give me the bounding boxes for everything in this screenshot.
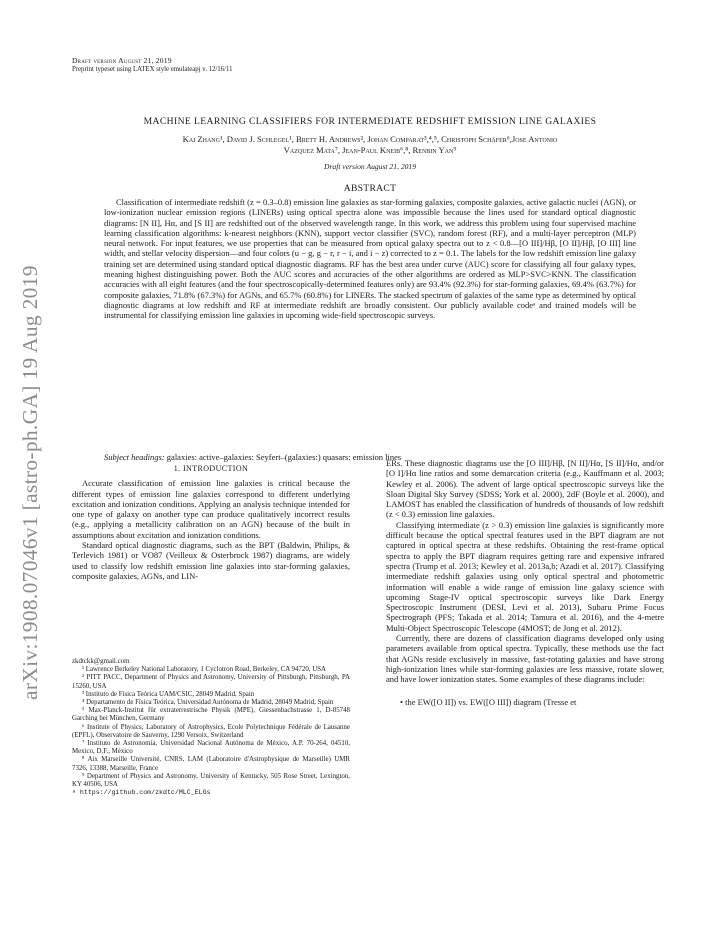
right-column [386,458,664,707]
author-line-1: Kai Zhang¹, David J. Schlegel¹, Brett H. Andrews², Johan Comparat³,⁴,⁵, Christoph Schäfer⁶,Jose Antonio [182,134,558,144]
footnote-code-link[interactable]: ᵃ https://github.com/zkdtc/MLC_ELGs [72,789,211,797]
subject-headings-text: galaxies: active–galaxies: Seyfert–(galaxies:) quasars: emission lines [164,452,402,462]
abstract-text: Classification of intermediate redshift (z = 0.3–0.8) emission line galaxies as star-forming galaxies, composite galaxies, active galactic nuclei (AGN), or low-ionization nuclear emission regions (LINERs) using optical spectra alone was impossible because the lines used for standard optical diagnostic diagrams: [N II], Hα, and [S II] are redshifted out of the observed wavelength range. In this work, we address this problem using four supervised machine learning classification algorithms: k-nearest neighbors (KNN), support vector classifier (SVC), random forest (RF), and a multi-layer perceptron (MLP) neural network. For input features, we use properties that can be measured from optical galaxy spectra out to z < 0.8—[O III]/Hβ, [O II]/Hβ, [O III] line width, and stellar velocity dispersion—and four colors (u − g, g − r, r − i, and i − z) corrected to z = 0.1. The labels for the low redshift emission line galaxy training set are determined using standard optical diagnostic diagrams. RF has the best area under curve (AUC) score for classifying all four galaxy types, meaning highest distinguishing power. Both the AUC scores and accuracies of the other algorithms are ordered as MLP>SVC>KNN. The classification accuracies with all eight features (and the four spectroscopically-determined features only) are 93.4% (92.3%) for star-forming galaxies, 69.4% (63.7%) for composite galaxies, 71.8% (67.3%) for AGNs, and 65.7% (60.8%) for LINERs. The stacked spectrum of galaxies of the same type as determined by optical diagnostic diagrams at low redshift and RF at intermediate redshift are broadly consistent. Our publicly available codeᵃ and trained models will be instrumental for classifying emission line galaxies in upcoming wide-field spectroscopic surveys. [104,197,636,321]
paper-title: MACHINE LEARNING CLASSIFIERS FOR INTERMEDIATE REDSHIFT EMISSION LINE GALAXIES [143,116,597,127]
footnote-6: ⁶ Institute of Physics, Laboratory of Astrophysics, Ecole Polytechnique Fédérale de Lausanne (EPFL), Observatoire de Sauverny, 1290 Versoix, Switzerland [72,723,350,739]
footnote-9: ⁹ Department of Physics and Astronomy, University of Kentucky, 505 Rose Street, Lexington, KY 40506, USA [72,772,350,789]
footnote-8: ⁸ Aix Marseille Université, CNRS, LAM (Laboratoire d'Astrophysique de Marseille) UMR 7326, 13388, Marseille, France [72,756,350,772]
author-list [72,134,668,156]
affiliation-footnotes [72,658,350,797]
footnote-5: ⁵ Max-Planck-Institut für extraterrestrische Physik (MPE), Giessenbachstrasse 1, D-85748 Garching bei München, Germany [72,707,350,723]
footnote-3: ³ Instituto de Física Teórica UAM/CSIC, 28049 Madrid, Spain [82,690,255,698]
arxiv-identifier-stamp[interactable]: arXiv:1908.07046v1 [astro-ph.GA] 19 Aug 2019 [18,265,42,700]
left-column [72,458,350,581]
intro-paragraph-2: Standard optical diagnostic diagrams, such as the BPT (Baldwin, Philips, & Terlevich 1981) or VO87 (Veilleux & Osterbrock 1987) diagrams, are widely used to classify low redshift emission line galaxies into star-forming galaxies, composite galaxies, AGNs, and LIN- [72,540,350,581]
subject-headings-label: Subject headings: [104,452,165,462]
preprint-line: Preprint typeset using LATEX style emulateapj v. 12/16/11 [72,66,233,73]
footnote-4: ⁴ Departamento de Física Teórica, Universidad Autónoma de Madrid, 28049 Madrid, Spain [82,699,334,707]
author-line-2: Vazquez Mata⁷, Jean-Paul Kneib⁶,⁸, Renbin Yan⁹ [283,145,457,155]
footnote-2: ² PITT PACC, Department of Physics and Astronomy, University of Pittsburgh, Pittsburgh, PA 15260, USA [72,674,350,690]
intro-paragraph-5: Currently, there are dozens of classification diagrams developed only using parameters available from optical spectra. Typically, these methods use the fact that AGNs reside exclusively in massive, fast-rotating galaxies and have strong high-ionization lines while star-forming galaxies are less massive, rotate slower, and have lower ionization states. Some examples of these diagrams include: [386,633,664,685]
draft-version-line: Draft version August 21, 2019 [72,56,172,65]
abstract-heading: ABSTRACT [343,183,397,194]
bullet-item: • the EW([O II]) vs. EW([O III]) diagram (Tresse et [400,696,577,707]
intro-paragraph-1: Accurate classification of emission line galaxies is critical because the different types of emission line galaxies correspond to different underlying excitation and ionization conditions. Applying an analysis technique intended for one type of galaxy on another type can produce qualitatively incorrect results (e.g., applying a metallicity calibration on an AGN) because of the built in assumptions about excitation and ionization conditions. [72,478,350,540]
footnote-email: zkdtckk@gmail.com [72,658,130,665]
intro-paragraph-4: Classifying intermediate (z > 0.3) emission line galaxies is significantly more difficult because the optical spectral features used in the BPT diagram are not captured in optical spectra at these redshifts. Obtaining the rest-frame optical spectra to apply the BPT diagram requires getting rare and expensive infrared spectra (Trump et al. 2013; Kewley et al. 2013a,b; Azadi et al. 2017). Classifying intermediate redshift galaxies using only optical spectral and photometric information will enable a wide range of emission line galaxy science with upcoming Stage-IV optical spectroscopic surveys like Dark Energy Spectroscopic Instrument (DESI, Levi et al. 2013), Subaru Prime Focus Spectrograph (PFS; Takada et al. 2014; Tamura et al. 2016), and the 4-metre Multi-Object Spectroscopic Telescope (4MOST; de Jong et al. 2012). [386,519,664,633]
draft-date: Draft version August 21, 2019 [323,162,417,171]
section-1-title: 1. INTRODUCTION [173,464,249,473]
footnote-1: ¹ Lawrence Berkeley National Laboratory, 1 Cyclotron Road, Berkeley, CA 94720, USA [82,666,326,674]
intro-paragraph-3: ERs. These diagnostic diagrams use the [O III]/Hβ, [N II]/Hα, [S II]/Hα, and/or [O I]/Hα line ratios and some demarcation criteria (e.g., Kauffmann et al. 2003; Kewley et al. 2006). The advent of large optical spectroscopic surveys like the Sloan Digital Sky Survey (SDSS; York et al. 2000), 2dF (Boyle et al. 2000), and LAMOST has enabled the classification of hundreds of thousands of low redshift (z < 0.3) emission line galaxies. [386,458,664,520]
footnote-7: ⁷ Instituto de Astronomía, Universidad Nacional Autónoma de México, A.P. 70-264, 04510, Mexico, D.F., México [72,740,350,756]
